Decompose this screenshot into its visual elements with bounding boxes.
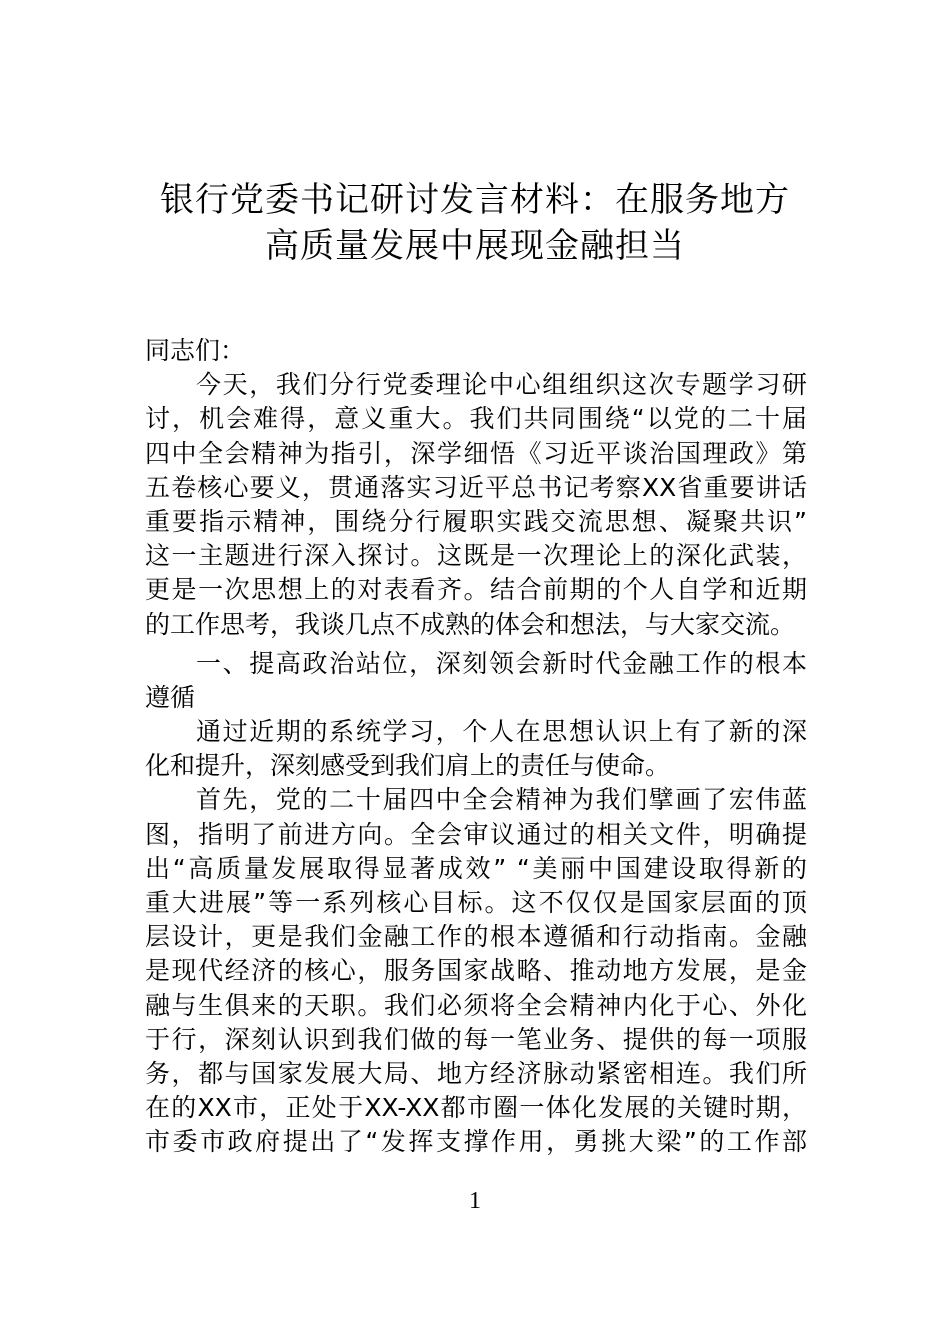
paragraph-line: 五卷核心要义，贯通落实习近平总书记考察XX省重要讲话 — [145, 472, 807, 502]
salutation: 同志们： — [145, 336, 246, 365]
paragraph-line: 出“高质量发展取得显著成效” “美丽中国建设取得新的 — [145, 853, 807, 883]
paragraph-line: 首先，党的二十届四中全会精神为我们擘画了宏伟蓝 — [196, 785, 807, 815]
section-heading-line: 遵循 — [145, 682, 196, 712]
paragraph-line: 市委市政府提出了“发挥支撑作用，勇挑大梁”的工作部 — [145, 1127, 807, 1157]
paragraph-line: 层设计，更是我们金融工作的根本遵循和行动指南。金融 — [145, 922, 807, 952]
document-title-line-2: 高质量发展中展现金融担当 — [265, 226, 685, 266]
paragraph-line: 的工作思考，我谈几点不成熟的体会和想法，与大家交流。 — [145, 609, 796, 639]
paragraph-line: 讨，机会难得，意义重大。我们共同围绕“以党的二十届 — [145, 404, 807, 434]
paragraph-line: 化和提升，深刻感受到我们肩上的责任与使命。 — [145, 751, 671, 781]
paragraph-line: 今天，我们分行党委理论中心组组织这次专题学习研 — [196, 370, 807, 400]
paragraph-line: 是现代经济的核心，服务国家战略、推动地方发展，是金 — [145, 956, 807, 986]
paragraph-line: 于行，深刻认识到我们做的每一笔业务、提供的每一项服 — [145, 1024, 807, 1054]
paragraph-line: 在的XX市，正处于XX-XX都市圈一体化发展的关键时期， — [145, 1093, 807, 1123]
section-heading-line: 一、提高政治站位，深刻领会新时代金融工作的根本 — [196, 648, 807, 678]
paragraph-line: 更是一次思想上的对表看齐。结合前期的个人自学和近期 — [145, 575, 807, 605]
paragraph-line: 融与生俱来的天职。我们必须将全会精神内化于心、外化 — [145, 990, 807, 1020]
paragraph-line: 图，指明了前进方向。全会审议通过的相关文件，明确提 — [145, 819, 807, 849]
paragraph-line: 四中全会精神为指引，深学细悟《习近平谈治国理政》第 — [145, 438, 807, 468]
paragraph-line: 这一主题进行深入探讨。这既是一次理论上的深化武装， — [145, 541, 807, 571]
paragraph-line: 重大进展”等一系列核心目标。这不仅仅是国家层面的顶 — [145, 888, 807, 917]
paragraph-line: 务，都与国家发展大局、地方经济脉动紧密相连。我们所 — [145, 1058, 807, 1088]
paragraph-line: 通过近期的系统学习，个人在思想认识上有了新的深 — [196, 717, 807, 747]
document-body — [145, 334, 807, 1160]
document-title-line-1: 银行党委书记研讨发言材料：在服务地方 — [160, 180, 790, 220]
paragraph-line: 重要指示精神，围绕分行履职实践交流思想、凝聚共识” — [145, 506, 807, 536]
page-number: 1 — [469, 1188, 481, 1214]
